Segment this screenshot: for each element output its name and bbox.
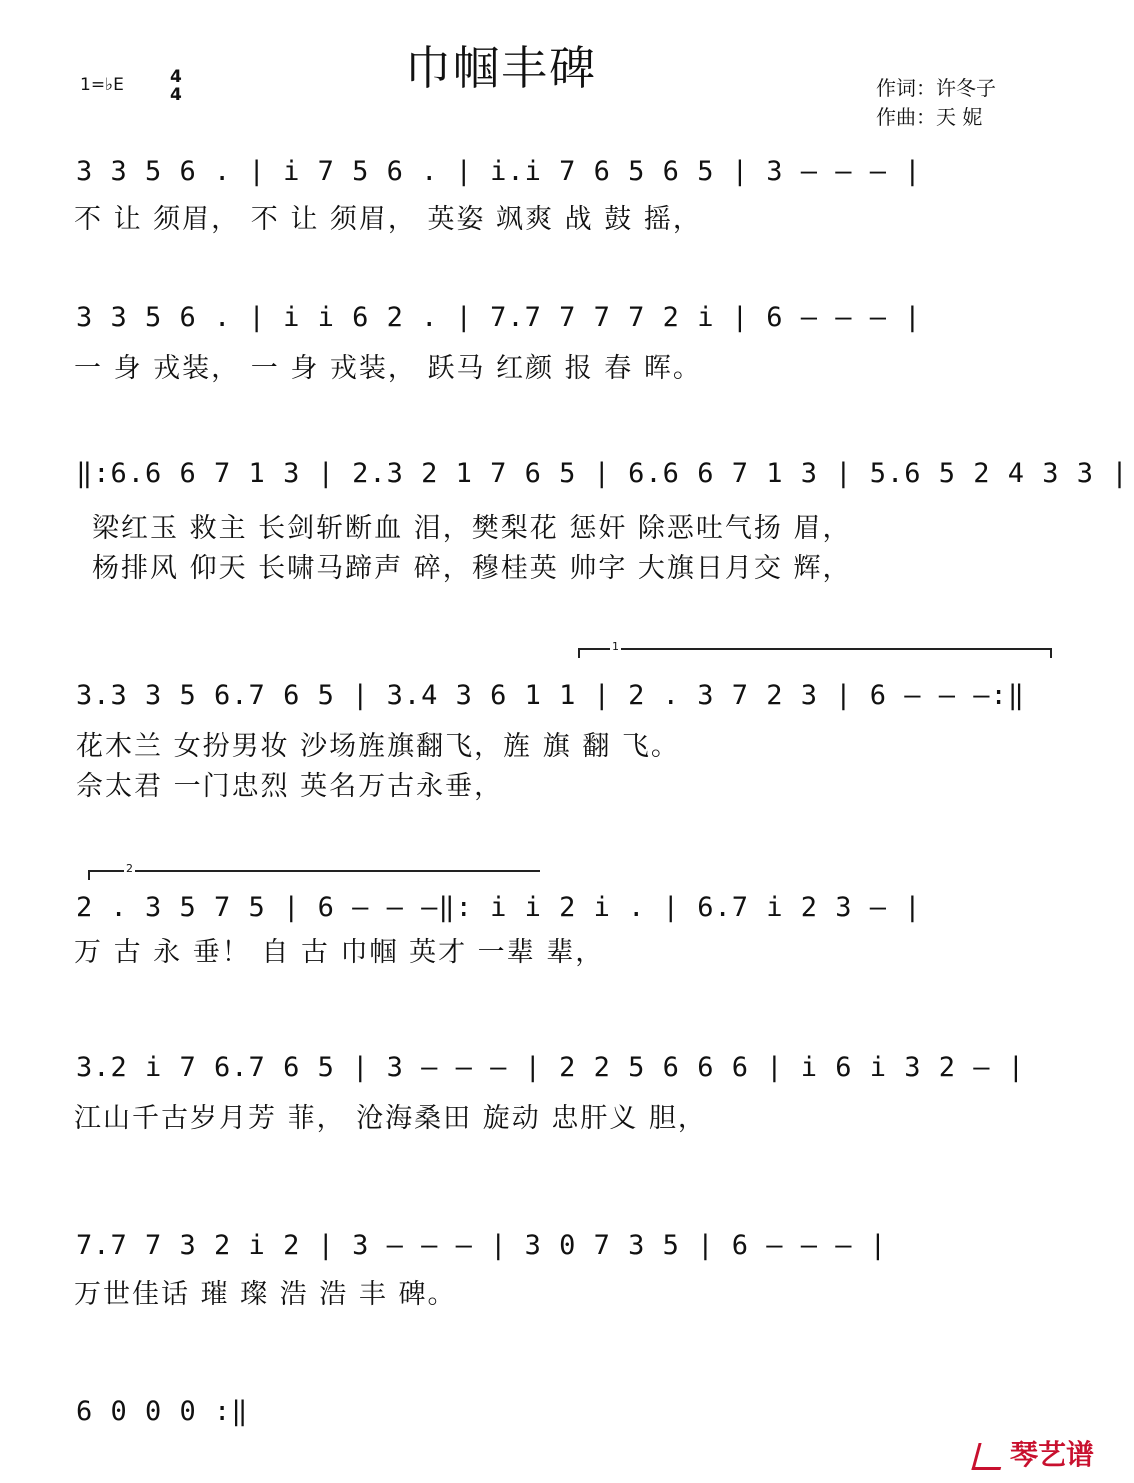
time-signature-top: 4 — [170, 67, 182, 87]
lyric-line-1: 不 让 须眉， 不 让 须眉， 英姿 飒爽 战 鼓 摇， — [74, 204, 702, 235]
time-signature — [170, 68, 182, 104]
notation-line-7: 7.7 7 3 2 i 2 | 3 — — — | 3 0 7 3 5 | 6 — — — | — [76, 1230, 888, 1261]
lyric-line-5: 万 古 永 垂！ 自 古 巾帼 英才 一辈 辈， — [74, 937, 605, 968]
notation-line-3: ‖:6.6 6 7 1 3 | 2.3 2 1 7 6 5 | 6.6 6 7 1 3 | 5.6 5 2 4 3 3 | — [76, 458, 1129, 489]
site-logo-text: 琴艺谱 — [1009, 1438, 1094, 1471]
time-signature-bottom: 4 — [170, 85, 182, 105]
volta-bracket-1 — [578, 648, 1052, 658]
notation-line-1: 3 3 5 6 . | i 7 5 6 . | i.i 7 6 5 6 5 | 3 — — — | — [76, 156, 922, 187]
key-signature: 1=♭E — [80, 75, 124, 95]
lyric-line-3b: 杨排风 仰天 长啸马蹄声 碎，穆桂英 帅字 大旗日月交 辉， — [92, 553, 852, 584]
logo-mark-icon — [971, 1443, 1007, 1470]
lyricist-credit: 作词：许冬子 — [876, 76, 996, 100]
site-logo — [975, 1433, 1094, 1473]
song-title: 巾帼丰碑 — [405, 41, 597, 95]
notation-line-6: 3.2 i 7 6.7 6 5 | 3 — — — | 2 2 5 6 6 6 | i 6 i 3 2 — | — [76, 1052, 1026, 1083]
notation-line-2: 3 3 5 6 . | i i 6 2 . | 7.7 7 7 7 2 i | 6 — — — | — [76, 302, 922, 333]
notation-line-5: 2 . 3 5 7 5 | 6 — — —‖: i i 2 i . | 6.7 i 2 3 — | — [76, 892, 922, 923]
notation-line-8: 6 0 0 0 :‖ — [76, 1396, 249, 1427]
notation-line-4: 3.3 3 5 6.7 6 5 | 3.4 3 6 1 1 | 2 . 3 7 2 3 | 6 — — —:‖ — [76, 680, 1026, 711]
volta-bracket-2 — [88, 870, 540, 880]
lyric-line-7: 万世佳话 璀 璨 浩 浩 丰 碑。 — [74, 1279, 457, 1310]
lyric-line-2: 一 身 戎装， 一 身 戎装， 跃马 红颜 报 春 晖。 — [74, 353, 702, 384]
lyric-line-6: 江山千古岁月芳 菲， 沧海桑田 旋动 忠肝义 胆， — [74, 1103, 707, 1134]
composer-credit: 作曲：天 妮 — [876, 105, 983, 129]
volta-label-1: 1 — [612, 640, 619, 653]
lyric-line-4b: 佘太君 一门忠烈 英名万古永垂， — [76, 771, 504, 802]
volta-label-2: 2 — [126, 862, 133, 875]
lyric-line-3a: 梁红玉 救主 长剑斩断血 泪，樊梨花 惩奸 除恶吐气扬 眉， — [92, 513, 852, 544]
lyric-line-4a: 花木兰 女扮男妆 沙场旌旗翻飞，旌 旗 翻 飞。 — [76, 731, 680, 762]
